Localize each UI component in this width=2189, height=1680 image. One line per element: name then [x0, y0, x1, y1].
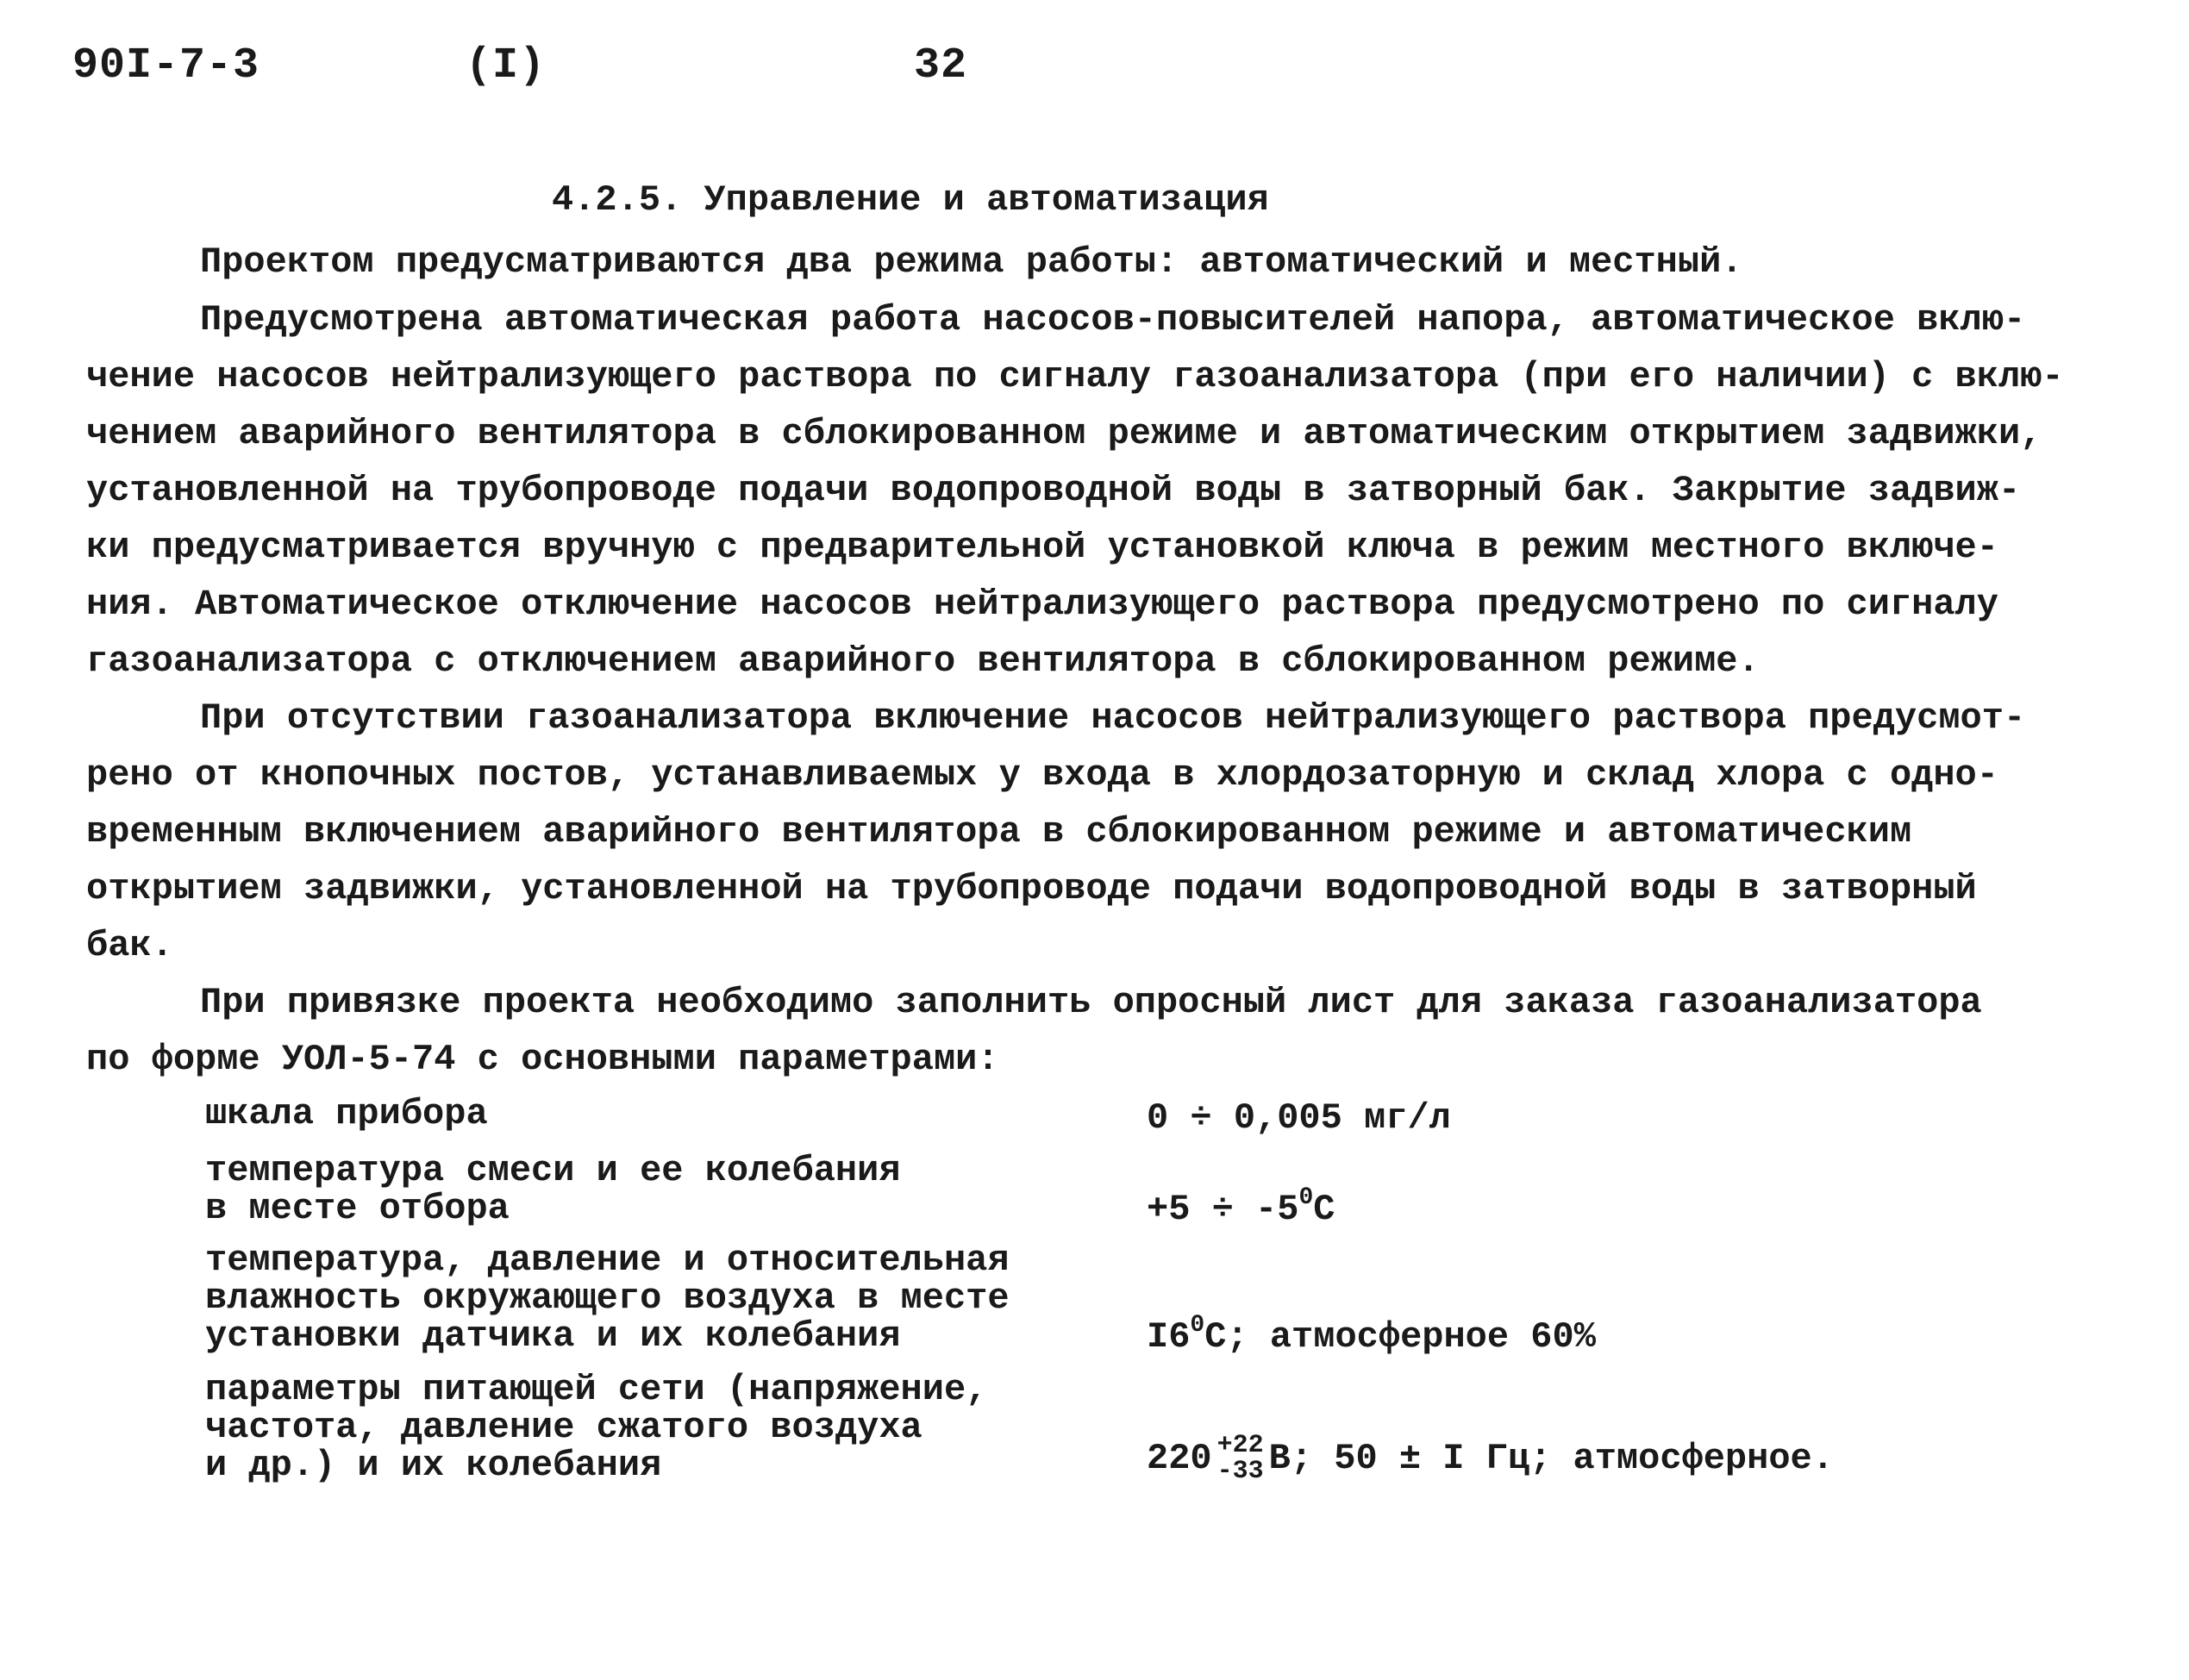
paragraph-2-line: Предусмотрена автоматическая работа насосов-повысителей напора, автоматическое вклю-	[200, 299, 2026, 340]
paragraph-2-line: установленной на трубопроводе подачи водопроводной воды в затворный бак. Закрытие задвиж-	[86, 470, 2021, 511]
parameter-label: параметры питающей сети (напряжение, частота, давление сжатого воздуха и др.) и их колебания	[205, 1369, 988, 1486]
section-heading: 4.2.5. Управление и автоматизация	[552, 179, 1269, 221]
paragraph-2-line: ки предусматривается вручную с предварительной установкой ключа в режим местного включе-	[86, 527, 1998, 568]
parameter-label: температура, давление и относительная влажность окружающего воздуха в месте установки датчика и их колебания	[205, 1240, 1010, 1357]
paragraph-2-line: чением аварийного вентилятора в сблокированном режиме и автоматическим открытием задвижки,	[86, 413, 2042, 454]
parameter-label: шкала прибора	[205, 1093, 488, 1134]
parameter-value: $I6^0С$; атмосферное 60%	[1147, 1312, 1596, 1358]
paragraph-3-line: При отсутствии газоанализатора включение насосов нейтрализующего раствора предусмот-	[200, 697, 2026, 739]
paragraph-2-line: газоанализатора с отключением аварийного вентилятора в сблокированном режиме.	[86, 640, 1760, 682]
parameter-value: 220 +22 -33 В; 50 ± I Гц; атмосферное.	[1147, 1431, 1834, 1486]
parameter-label: температура смеси и ее колебания в месте отбора	[205, 1150, 901, 1229]
paragraph-3-line: открытием задвижки, установленной на трубопроводе подачи водопроводной воды в затворный	[86, 868, 1977, 909]
paragraph-4-line: по форме УОЛ-5-74 с основными параметрами:	[86, 1039, 999, 1080]
paragraph-4-line: При привязке проекта необходимо заполнить опросный лист для заказа газоанализатора	[200, 982, 1982, 1023]
parameter-value: $+5 \div -5^0С$	[1147, 1184, 1335, 1230]
paragraph-2-line: чение насосов нейтрализующего раствора по сигналу газоанализатора (при его наличии) с вклю-	[86, 356, 2064, 397]
document-code: 90I-7-3	[72, 41, 260, 91]
paragraph-2-line: ния. Автоматическое отключение насосов нейтрализующего раствора предусмотрено по сигналу	[86, 584, 1998, 625]
page-number: 32	[914, 41, 968, 91]
document-part: (I)	[466, 41, 547, 91]
paragraph-3-line: временным включением аварийного вентилятора в сблокированном режиме и автоматическим	[86, 811, 1912, 852]
paragraph-1: Проектом предусматриваются два режима работы: автоматический и местный.	[200, 241, 1743, 283]
tolerance-fraction: +22 -33	[1216, 1431, 1264, 1486]
parameter-value: 0 ÷ 0,005 мг/л	[1147, 1097, 1451, 1139]
paragraph-3-line: рено от кнопочных постов, устанавливаемых у входа в хлордозаторную и склад хлора с одно-	[86, 754, 1998, 796]
paragraph-3-line: бак.	[86, 925, 173, 966]
